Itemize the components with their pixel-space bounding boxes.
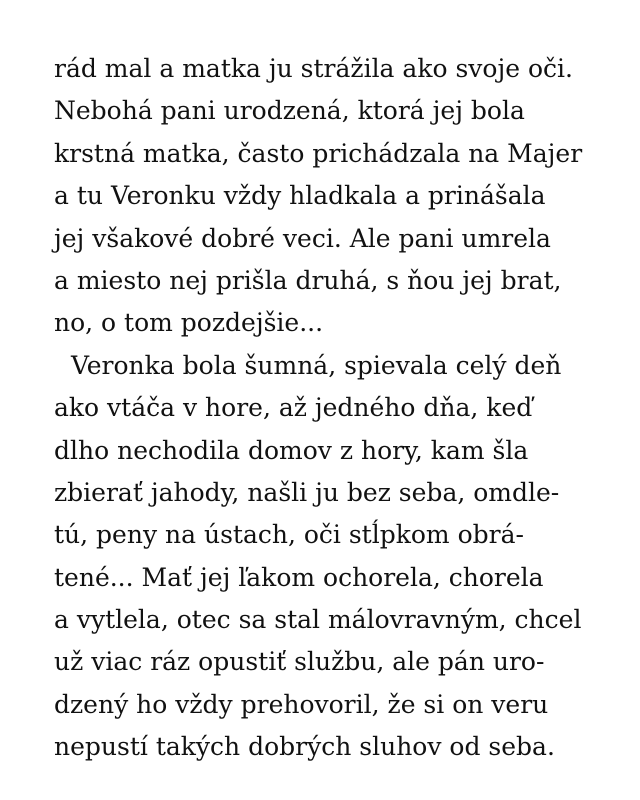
text-line: a vytlela, otec sa stal málovravným, chcel: [54, 605, 582, 635]
text-line: zbierať jahody, našli ju bez seba, omdle-: [54, 477, 560, 507]
text-line: ako vtáča v hore, až jedného dňa, keď: [54, 393, 533, 423]
text-line: tú, peny na ústach, oči stĺpkom obrá-: [54, 520, 524, 550]
text-line: nepustí takých dobrých sluhov od seba.: [54, 732, 555, 762]
body-text: [54, 48, 614, 769]
text-line: už viac ráz opustiť službu, ale pán uro-: [54, 647, 545, 677]
text-line: dzený ho vždy prehovoril, že si on veru: [54, 689, 549, 719]
text-line: jej všakové dobré veci. Ale pani umrela: [54, 223, 551, 253]
text-line: a tu Veronku vždy hladkala a prinášala: [54, 181, 546, 211]
text-line: krstná matka, často prichádzala na Majer: [54, 138, 583, 168]
text-line: Nebohá pani urodzená, ktorá jej bola: [54, 96, 525, 126]
text-line: no, o tom pozdejšie...: [54, 308, 324, 338]
text-line: a miesto nej prišla druhá, s ňou jej brat,: [54, 265, 562, 295]
text-line: tené... Mať jej ľakom ochorela, chorela: [54, 562, 544, 592]
text-line: rád mal a matka ju strážila ako svoje oči.: [54, 54, 573, 83]
paragraph-start-line: Veronka bola šumná, spievala celý deň: [71, 350, 562, 380]
text-line: dlho nechodila domov z hory, kam šla: [54, 435, 529, 465]
